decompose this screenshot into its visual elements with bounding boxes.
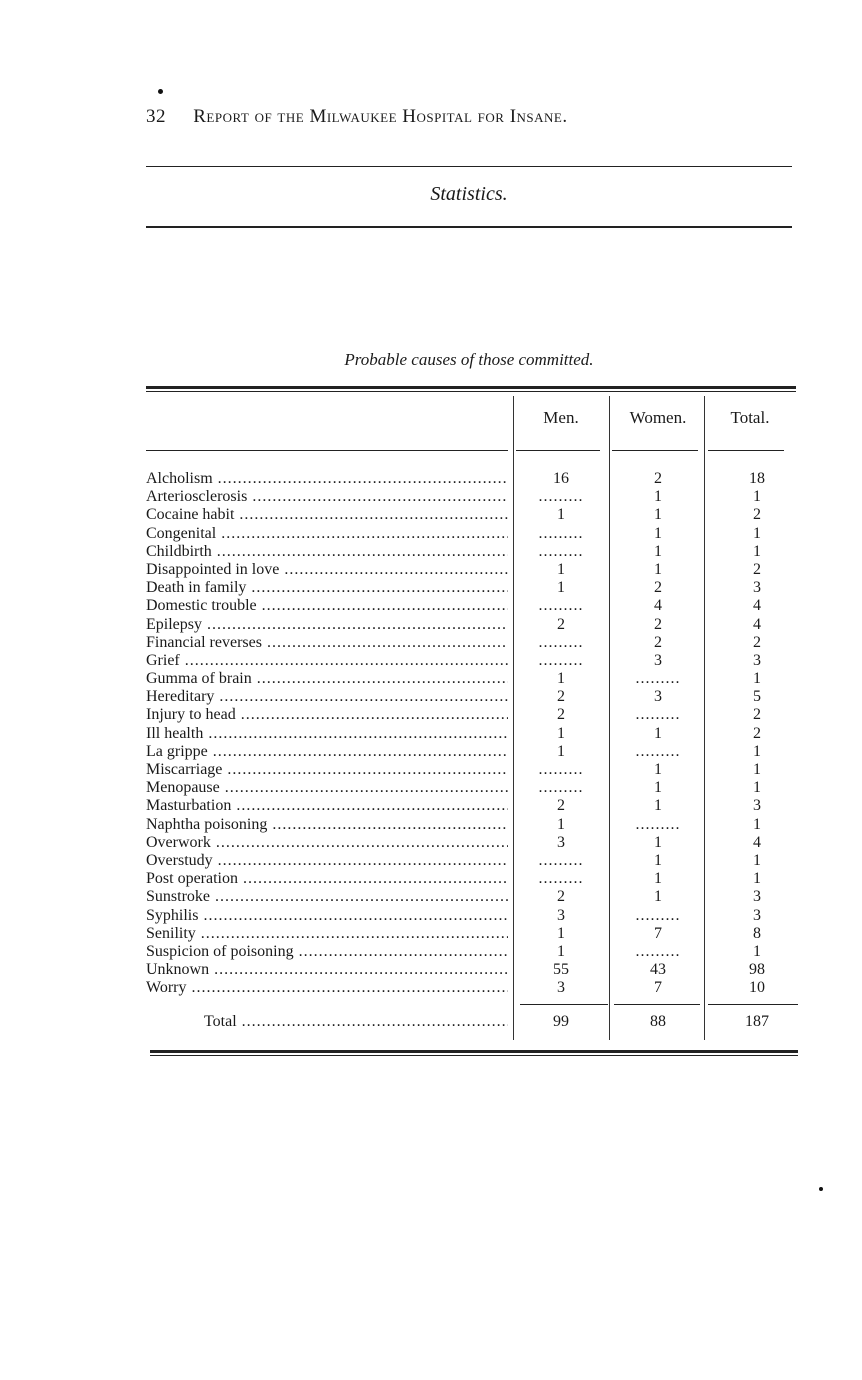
table-row	[146, 706, 806, 724]
cell-men: 2	[557, 706, 565, 724]
cause-label: Cocaine habit .....	[146, 506, 508, 524]
table-row	[146, 888, 806, 906]
cause-label: Senility .....	[146, 925, 508, 943]
cell-total: 2	[753, 506, 761, 524]
cause-label: Grief .....	[146, 652, 508, 670]
cell-total: 1	[753, 670, 761, 688]
table-row	[146, 797, 806, 815]
cell-men: .........	[538, 779, 584, 797]
cell-total: 2	[753, 724, 761, 742]
cause-label: Post operation .....	[146, 870, 508, 888]
cell-total: 18	[749, 470, 765, 487]
cell-men: 1	[557, 560, 565, 578]
cause-label: Overwork .....	[146, 834, 508, 852]
cell-men: 1	[557, 506, 565, 524]
cell-women: 1	[654, 888, 662, 906]
cell-women: 1	[654, 761, 662, 778]
cause-label: Gumma of brain .....	[146, 670, 508, 688]
cause-label: Childbirth .....	[146, 543, 508, 561]
cause-label: Hereditary .....	[146, 688, 508, 706]
cause-label: Death in family .....	[146, 579, 508, 597]
header-underline	[612, 450, 698, 451]
cell-men: 3	[557, 833, 565, 851]
table-bottom-rule-thin	[150, 1055, 798, 1056]
cell-women: 1	[654, 724, 662, 742]
cell-total: 8	[753, 924, 761, 942]
table-row	[146, 779, 806, 797]
cell-men: 2	[557, 688, 565, 706]
cell-men: 3	[557, 979, 565, 997]
table-caption: Probable causes of those committed.	[344, 350, 594, 369]
cell-women: .........	[635, 942, 681, 960]
cell-women: .........	[635, 670, 681, 688]
cell-women: .........	[635, 742, 681, 760]
total-rule	[708, 1004, 798, 1005]
cell-women: .........	[635, 815, 681, 833]
total-rule	[520, 1004, 608, 1005]
cell-women: 1	[654, 851, 662, 869]
cell-women: 1	[654, 797, 662, 815]
cell-men: 1	[557, 815, 565, 833]
cell-total: 98	[749, 961, 765, 979]
report-title: Report of the Milwaukee Hospital for Insane.	[193, 106, 568, 127]
cause-label: Financial reverses .....	[146, 634, 508, 652]
cell-women: 1	[654, 779, 662, 797]
header-underline	[516, 450, 600, 451]
page-number: 32	[146, 106, 166, 127]
column-header-men: Men.	[543, 408, 579, 427]
cause-label: La grippe .....	[146, 743, 508, 761]
table-row	[146, 506, 806, 524]
table-row	[146, 561, 806, 579]
cell-total: 3	[753, 906, 761, 924]
cell-men: 55	[553, 961, 569, 979]
cell-total: 5	[753, 688, 761, 706]
table-row	[146, 652, 806, 670]
cell-men: 2	[557, 888, 565, 906]
cell-total: 1	[753, 815, 761, 833]
cell-women: 1	[654, 488, 662, 506]
cell-total: 3	[753, 797, 761, 815]
table-row	[146, 725, 806, 743]
table-row	[146, 688, 806, 706]
total-label: Total .....	[204, 1013, 508, 1031]
table-row	[146, 816, 806, 834]
cause-label: Alcholism .....	[146, 470, 508, 488]
header-underline	[708, 450, 784, 451]
table-row	[146, 961, 806, 979]
cell-total: 1	[753, 942, 761, 960]
cause-label: Naphtha poisoning .....	[146, 816, 508, 834]
cell-men: .........	[538, 524, 584, 542]
table-row	[146, 907, 806, 925]
cell-men: .........	[538, 597, 584, 615]
cell-total: 1	[753, 542, 761, 560]
column-header-women: Women.	[629, 408, 687, 427]
total-total: 187	[745, 1013, 769, 1030]
table-top-rule	[146, 386, 796, 389]
cell-men: 2	[557, 797, 565, 815]
table-row	[146, 634, 806, 652]
cell-men: 1	[557, 742, 565, 760]
total-men: 99	[553, 1013, 569, 1030]
cell-men: .........	[538, 542, 584, 560]
cell-women: 1	[654, 506, 662, 524]
column-header-total: Total.	[730, 408, 770, 427]
cell-total: 2	[753, 560, 761, 578]
cell-men: .........	[538, 633, 584, 651]
table-row	[146, 925, 806, 943]
cause-label: Arteriosclerosis .....	[146, 488, 508, 506]
cell-women: 3	[654, 688, 662, 706]
cell-women: 1	[654, 833, 662, 851]
cause-label: Sunstroke .....	[146, 888, 508, 906]
table-top-rule-thin	[146, 391, 796, 392]
total-women: 88	[650, 1013, 666, 1030]
cell-total: 1	[753, 851, 761, 869]
header-rule	[146, 166, 792, 167]
cell-women: 1	[654, 560, 662, 578]
cell-total: 4	[753, 597, 761, 615]
cell-women: 1	[654, 524, 662, 542]
cause-label: Menopause .....	[146, 779, 508, 797]
table-row	[146, 488, 806, 506]
cause-label: Congenital .....	[146, 525, 508, 543]
table-row	[146, 761, 806, 779]
cell-men: 1	[557, 724, 565, 742]
cell-total: 2	[753, 706, 761, 724]
cell-total: 3	[753, 888, 761, 906]
cell-women: 2	[654, 615, 662, 633]
cell-men: .........	[538, 651, 584, 669]
cause-label: Ill health .....	[146, 725, 508, 743]
cell-men: 1	[557, 579, 565, 597]
cause-label: Disappointed in love .....	[146, 561, 508, 579]
cell-women: 43	[650, 961, 666, 979]
cell-men: .........	[538, 761, 584, 778]
cell-total: 2	[753, 633, 761, 651]
header-underline	[146, 450, 508, 451]
table-row	[146, 579, 806, 597]
cell-total: 1	[753, 488, 761, 506]
cell-men: 1	[557, 924, 565, 942]
table-row	[146, 834, 806, 852]
cause-label: Overstudy .....	[146, 852, 508, 870]
table-row	[146, 870, 806, 888]
cell-total: 1	[753, 761, 761, 778]
table-row	[146, 597, 806, 615]
cell-women: 1	[654, 542, 662, 560]
table-row	[146, 852, 806, 870]
cell-total: 4	[753, 615, 761, 633]
cell-total: 3	[753, 651, 761, 669]
cell-women: 2	[654, 579, 662, 597]
cell-men: .........	[538, 851, 584, 869]
cell-men: 3	[557, 906, 565, 924]
cell-women: 3	[654, 651, 662, 669]
cell-women: 1	[654, 870, 662, 888]
table-bottom-rule	[150, 1050, 798, 1053]
cell-men: 16	[553, 470, 569, 487]
cause-label: Suspicion of poisoning .....	[146, 943, 508, 961]
table-row	[146, 543, 806, 561]
table-row	[146, 470, 806, 488]
section-rule	[146, 226, 792, 228]
cause-label: Worry .....	[146, 979, 508, 997]
cell-men: .........	[538, 488, 584, 506]
cell-women: 2	[654, 470, 662, 487]
total-rule	[614, 1004, 700, 1005]
cause-label: Injury to head .....	[146, 706, 508, 724]
cell-total: 4	[753, 833, 761, 851]
cell-women: 7	[654, 924, 662, 942]
cell-women: 7	[654, 979, 662, 997]
table-row	[146, 979, 806, 997]
cell-total: 1	[753, 870, 761, 888]
cell-men: .........	[538, 870, 584, 888]
cell-total: 10	[749, 979, 765, 997]
section-title: Statistics.	[430, 183, 508, 205]
cell-men: 1	[557, 942, 565, 960]
cell-women: .........	[635, 906, 681, 924]
cell-total: 3	[753, 579, 761, 597]
cell-men: 2	[557, 615, 565, 633]
cell-total: 1	[753, 524, 761, 542]
running-header	[146, 106, 796, 128]
table-row	[146, 670, 806, 688]
cell-total: 1	[753, 779, 761, 797]
cause-label: Epilepsy .....	[146, 616, 508, 634]
cell-women: 4	[654, 597, 662, 615]
table-body	[146, 470, 806, 997]
cause-label: Masturbation .....	[146, 797, 508, 815]
cause-label: Syphilis .....	[146, 907, 508, 925]
cell-total: 1	[753, 742, 761, 760]
ink-speck	[819, 1187, 823, 1191]
ink-speck	[158, 89, 163, 94]
table-row	[146, 616, 806, 634]
total-row	[146, 1013, 806, 1033]
cause-label: Miscarriage .....	[146, 761, 508, 779]
cell-women: .........	[635, 706, 681, 724]
cell-women: 2	[654, 633, 662, 651]
table-row	[146, 743, 806, 761]
cause-label: Domestic trouble .....	[146, 597, 508, 615]
cell-men: 1	[557, 670, 565, 688]
table-row	[146, 943, 806, 961]
table-row	[146, 525, 806, 543]
cause-label: Unknown .....	[146, 961, 508, 979]
